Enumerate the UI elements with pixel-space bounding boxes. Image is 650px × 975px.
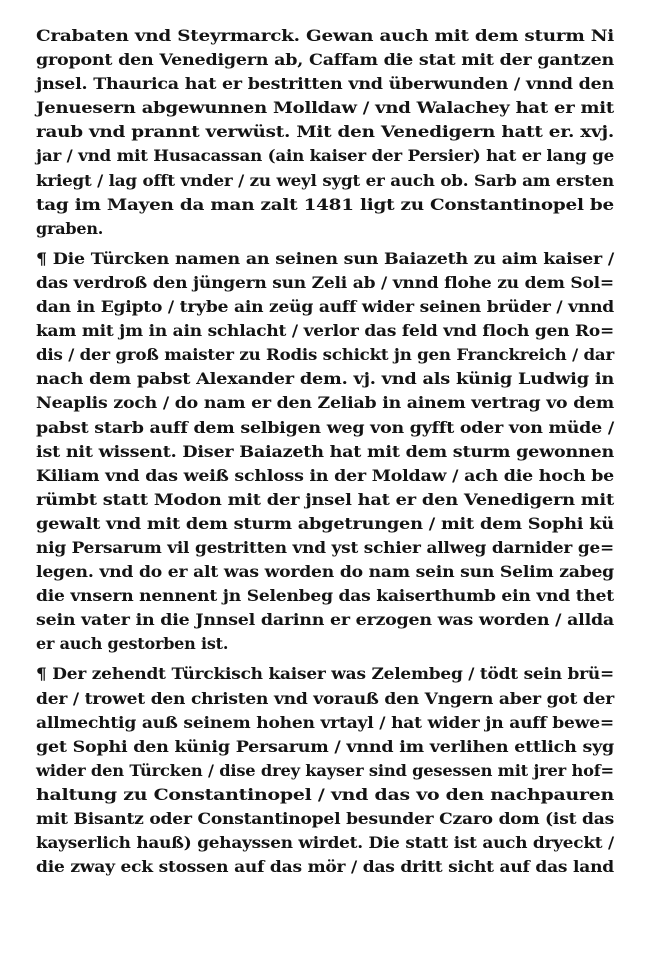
text-line: Crabaten vnd Steyrmarck. Gewan auch mit dem sturm Ni (36, 26, 615, 45)
text-line: die zway eck stossen auf das mör / das dritt sicht auf das land (36, 857, 615, 877)
text-line: Jenuesern abgewunnen Molldaw / vnd Walachey hat er mit (36, 98, 614, 118)
text-line: die vnsern nennent jn Selenbeg das kaiserthumb ein vnd thet (36, 586, 614, 606)
text-line: das verdroß den jüngern sun Zeli ab / vnnd flohe zu dem Sol= (36, 272, 614, 292)
text-line: dis / der groß maister zu Rodis schickt jn gen Franckreich / dar (36, 345, 615, 365)
text-line: Kiliam vnd das weiß schloss in der Moldaw / ach die hoch be (36, 465, 614, 485)
text-line: sein vater in die Jnnsel darinn er erzogen was worden / allda (36, 610, 615, 630)
text-line: get Sophi den künig Persarum / vnnd im verlihen ettlich syg (36, 736, 615, 756)
text-line: raub vnd prannt verwüst. Mit den Venedigern hatt er. xvj. (36, 122, 615, 142)
text-line: er auch gestorben ist. (36, 634, 229, 654)
blackletter-text-column (36, 24, 616, 879)
text-line: wider den Türcken / dise drey kayser sind gesessen mit jrer hof= (36, 760, 614, 780)
text-line: tag im Mayen da man zalt 1481 ligt zu Constantinopel be (36, 194, 615, 214)
text-line: dan in Egipto / trybe ain zeüg auff wider seinen brüder / vnnd (36, 297, 615, 317)
text-line: gewalt vnd mit dem sturm abgetrungen / mit dem Sophi kü (36, 513, 614, 533)
text-line: kriegt / lag offt vnder / zu weyl sygt er auch ob. Sarb am ersten (36, 170, 615, 190)
text-line: jar / vnd mit Husacassan (ain kaiser der Persier) hat er lang ge (36, 146, 614, 166)
text-line: allmechtig auß seinem hohen vrtayl / hat wider jn auff bewe= (36, 712, 615, 732)
text-line: pabst starb auff dem selbigen weg von gyfft oder von müde / (36, 417, 615, 437)
text-line: nig Persarum vil gestritten vnd yst schier allweg darnider ge= (36, 537, 614, 557)
text-line: gropont den Venedigern ab, Caffam die stat mit der gantzen (36, 50, 614, 70)
text-line: ¶ Die Türcken namen an seinen sun Baiazeth zu aim kaiser / (36, 248, 615, 268)
text-line: nach dem pabst Alexander dem. vj. vnd als künig Ludwig in (36, 369, 614, 389)
text-line: ¶ Der zehendt Türckisch kaiser was Zelembeg / tödt sein brü= (36, 664, 614, 684)
text-line: kayserlich hauß) gehayssen wirdet. Die statt ist auch dryeckt / (36, 833, 614, 853)
text-line: graben. (36, 218, 104, 238)
text-line: haltung zu Constantinopel / vnd das vo den nachpauren (36, 784, 614, 804)
text-line: jnsel. Thaurica hat er bestritten vnd überwunden / vnnd den (36, 74, 615, 94)
paragraph (36, 24, 616, 241)
paragraph (36, 662, 616, 879)
text-line: kam mit jm in ain schlacht / verlor das feld vnd floch gen Ro= (36, 321, 615, 341)
text-line: mit Bisantz oder Constantinopel besunder Czaro dom (ist das (36, 809, 614, 828)
text-line: ist nit wissent. Diser Baiazeth hat mit dem sturm gewonnen (36, 441, 615, 461)
text-line: legen. vnd do er alt was worden do nam sein sun Selim zabeg (36, 562, 614, 582)
paragraph (36, 247, 616, 657)
text-line: der / trowet den christen vnd vorauß den Vngern aber got der (36, 688, 615, 708)
text-line: Neaplis zoch / do nam er den Zeliab in ainem vertrag vo dem (36, 393, 615, 413)
text-line: rümbt statt Modon mit der jnsel hat er den Venedigern mit (36, 489, 614, 509)
